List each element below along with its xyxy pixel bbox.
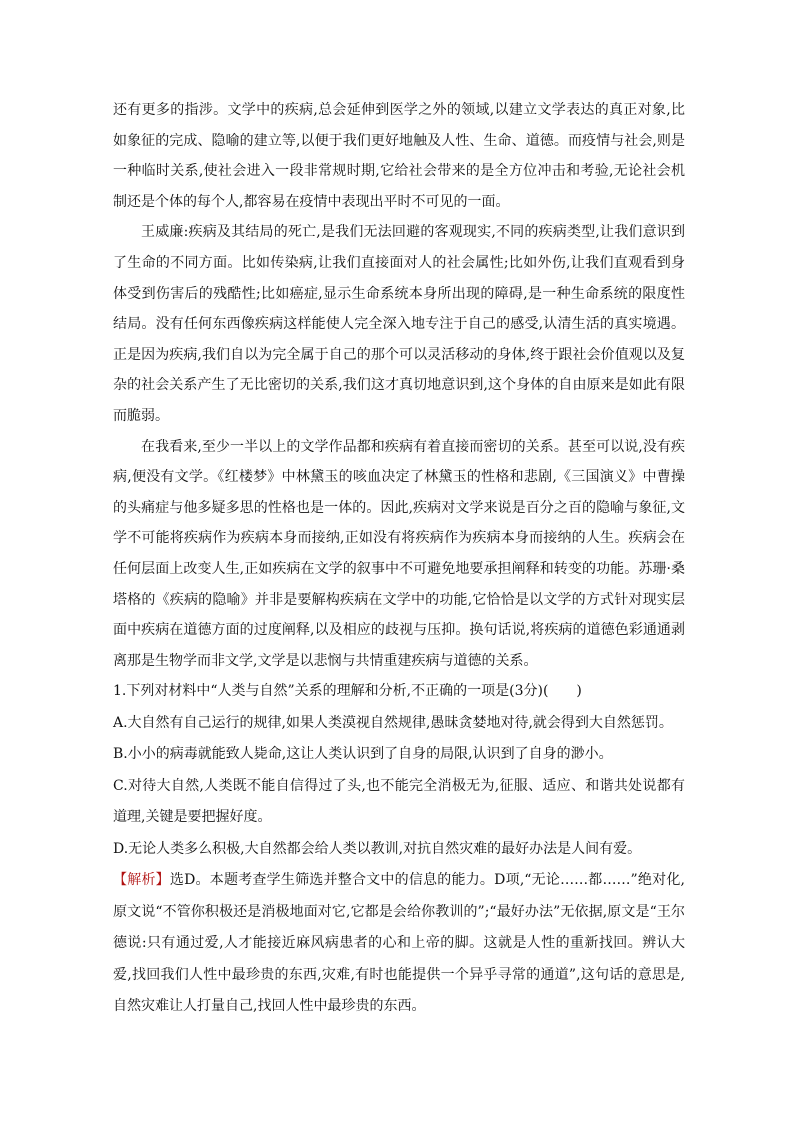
option-d: D.无论人类多么积极,大自然都会给人类以教训,对抗自然灾难的最好办法是人间有爱。: [113, 840, 642, 857]
paragraph-wang-weilian: 王威廉:疾病及其结局的死亡,是我们无法回避的客观现实,不同的疾病类型,让我们意识到了生命的不同方面。比如传染病,让我们直接面对人的社会属性;比如外伤,让我们直观看到身体受到伤害后的残酷性;比如癌症,显示生命系统本身所出现的障碍,是一种生命系统的限度性结局。没有任何东西像疾病这样能使人完全深入地专注于自己的感受,认清生活的真实境遇。正是因为疾病,我们自以为完全属于自己的那个可以灵活移动的身体,终于跟社会价值观以及复杂的社会关系产生了无比密切的关系,我们这才真切地意识到,这个身体的自由原来是如此有限而脆弱。: [113, 224, 685, 424]
answer-bracket: ( ): [542, 683, 582, 700]
document-page: [113, 95, 685, 1023]
paragraph-literature-disease: 在我看来,至少一半以上的文学作品都和疾病有着直接而密切的关系。甚至可以说,没有疾病,便没有文学。《红楼梦》中林黛玉的咳血决定了林黛玉的性格和悲剧,《三国演义》中曹操的头痛症与他多疑多思的性格也是一体的。因此,疾病对文学来说是百分之百的隐喻与象征,文学不可能将疾病作为疾病本身而接纳,正如没有将疾病作为疾病本身而接纳的人生。疾病会在任何层面上改变人生,正如疾病在文学的叙事中不可避免地要承担阐释和转变的功能。苏珊·桑塔格的《疾病的隐喻》并非是要解构疾病在文学中的功能,它恰恰是以文学的方式针对现实层面中疾病在道德方面的过度阐释,以及相应的歧视与压抑。换句话说,将疾病的道德色彩通通剥离那是生物学而非文学,文学是以悲悯与共情重建疾病与道德的关系。: [113, 438, 685, 669]
option-a: A.大自然有自己运行的规律,如果人类漠视自然规律,愚昧贪婪地对待,就会得到大自然惩罚。: [113, 714, 673, 731]
option-b: B.小小的病毒就能致人毙命,这让人类认识到了自身的局限,认识到了自身的渺小。: [113, 746, 613, 763]
analysis-tag: 【解析】: [113, 872, 170, 889]
question-text: 1.下列对材料中“人类与自然”关系的理解和分析,不正确的一项是(3分): [113, 683, 543, 700]
analysis-text: 选D。本题考查学生筛选并整合文中的信息的能力。D项,“无论……都……”绝对化,原文说“不管你积极还是消极地面对它,它都是会给你教训的”;“最好办法”无依据,原文是“王尔德说:只有通过爱,人才能接近麻风病患者的心和上帝的脚。这就是人性的重新找回。辨认大爱,找回我们人性中最珍贵的东西,灾难,有时也能提供一个异乎寻常的通道”,这句话的意思是,自然灾难让人打量自己,找回人性中最珍贵的东西。: [113, 872, 686, 1015]
paragraph-continuation: 还有更多的指涉。文学中的疾病,总会延伸到医学之外的领域,以建立文学表达的真正对象,比如象征的完成、隐喻的建立等,以便于我们更好地触及人性、生命、道德。而疫情与社会,则是一种临时关系,使社会进入一段非常规时期,它给社会带来的是全方位冲击和考验,无论社会机制还是个体的每个人,都容易在疫情中表现出平时不可见的一面。: [113, 102, 685, 210]
analysis: [113, 865, 685, 1023]
question-stem: [113, 676, 685, 708]
option-c: C.对待大自然,人类既不能自信得过了头,也不能完全消极无为,征服、适应、和谐共处说都有道理,关键是要把握好度。: [113, 777, 685, 826]
